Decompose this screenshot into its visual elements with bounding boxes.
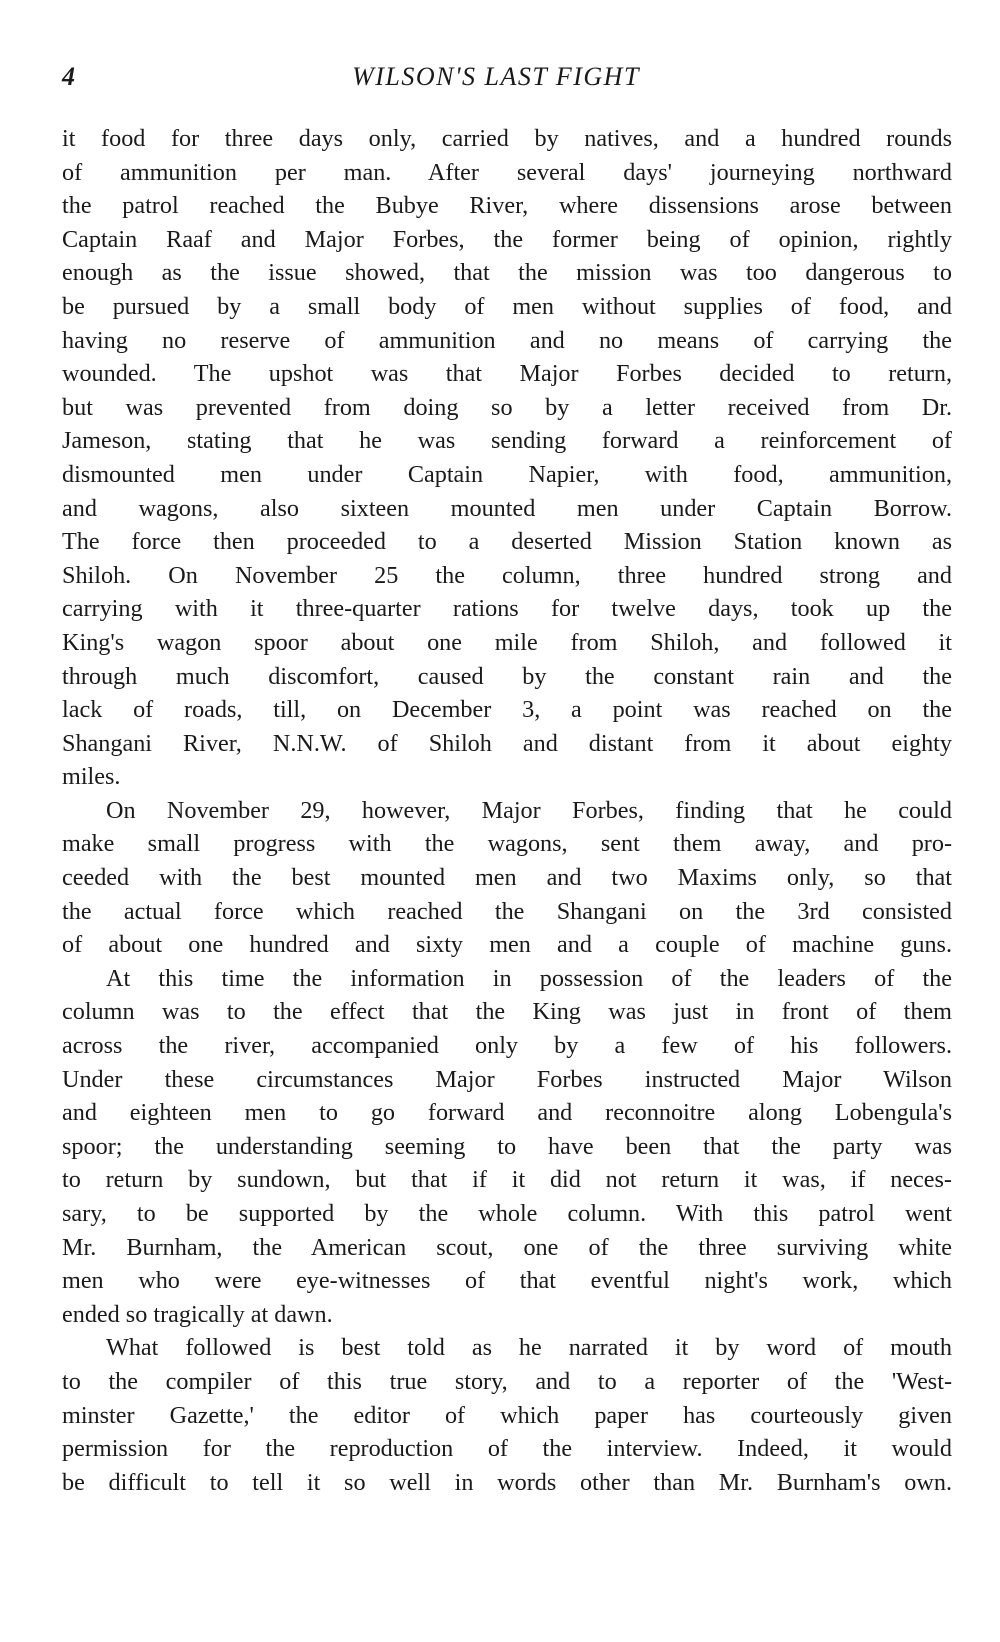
text-line: and wagons, also sixteen mounted men under Captain Borrow. — [62, 494, 952, 522]
text-line: The force then proceeded to a deserted Mission Station known as — [62, 528, 952, 556]
text-line: having no reserve of ammunition and no means of carrying the — [62, 326, 952, 354]
running-title: WILSON'S LAST FIGHT — [352, 62, 640, 91]
page-number: 4 — [62, 62, 75, 91]
text-line: On November 29, however, Major Forbes, finding that he could — [106, 796, 952, 824]
text-line: minster Gazette,' the editor of which paper has courteously given — [62, 1401, 952, 1429]
text-line: column was to the effect that the King was just in front of them — [62, 998, 952, 1026]
text-line: the patrol reached the Bubye River, where dissensions arose between — [62, 192, 952, 220]
text-line: Mr. Burnham, the American scout, one of the three surviving white — [62, 1233, 952, 1261]
text-line: it food for three days only, carried by natives, and a hundred rounds — [62, 125, 952, 152]
text-line: through much discomfort, caused by the constant rain and the — [62, 662, 952, 690]
text-line: be pursued by a small body of men without supplies of food, and — [62, 292, 952, 320]
paragraph — [62, 962, 952, 1332]
text-line: lack of roads, till, on December 3, a point was reached on the — [62, 696, 952, 724]
text-line: of ammunition per man. After several days' journeying northward — [62, 158, 952, 186]
text-line: spoor; the understanding seeming to have been that the party was — [62, 1132, 952, 1160]
text-line: At this time the information in possession of the leaders of the — [106, 964, 952, 992]
text-line: What followed is best told as he narrated it by word of mouth — [106, 1334, 952, 1362]
text-line: be difficult to tell it so well in words other than Mr. Burnham's own. — [62, 1468, 952, 1496]
text-line: but was prevented from doing so by a letter received from Dr. — [62, 393, 952, 421]
running-head — [62, 62, 950, 98]
text-line: Shiloh. On November 25 the column, three hundred strong and — [62, 561, 952, 589]
text-line: dismounted men under Captain Napier, with food, ammunition, — [62, 460, 952, 488]
text-line: to the compiler of this true story, and to a reporter of the 'West- — [62, 1367, 952, 1395]
text-line: Captain Raaf and Major Forbes, the former being of opinion, rightly — [62, 225, 952, 253]
text-line: King's wagon spoor about one mile from Shiloh, and followed it — [62, 628, 952, 656]
body-text — [62, 122, 952, 1499]
paragraph — [62, 1331, 952, 1499]
text-line: across the river, accompanied only by a few of his followers. — [62, 1032, 952, 1060]
text-line: enough as the issue showed, that the mission was too dangerous to — [62, 259, 952, 287]
text-line: permission for the reproduction of the interview. Indeed, it would — [62, 1435, 952, 1463]
text-line: sary, to be supported by the whole column. With this patrol went — [62, 1200, 952, 1227]
text-line: carrying with it three-quarter rations for twelve days, took up the — [62, 595, 952, 623]
text-line: the actual force which reached the Shangani on the 3rd consisted — [62, 897, 952, 925]
paragraph — [62, 794, 952, 962]
paragraph — [62, 122, 952, 794]
text-line: miles. — [62, 763, 121, 791]
text-line: Under these circumstances Major Forbes instructed Major Wilson — [62, 1065, 952, 1093]
text-line: men who were eye-witnesses of that eventful night's work, which — [62, 1267, 952, 1295]
text-line: and eighteen men to go forward and reconnoitre along Lobengula's — [62, 1099, 952, 1127]
text-line: Shangani River, N.N.W. of Shiloh and distant from it about eighty — [62, 729, 952, 757]
text-line: of about one hundred and sixty men and a couple of machine guns. — [62, 931, 952, 959]
text-line: make small progress with the wagons, sent them away, and pro- — [62, 830, 952, 858]
text-line: ceeded with the best mounted men and two Maxims only, so that — [62, 864, 952, 892]
text-line: wounded. The upshot was that Major Forbes decided to return, — [62, 360, 952, 388]
text-line: to return by sundown, but that if it did not return it was, if neces- — [62, 1166, 952, 1194]
text-line: ended so tragically at dawn. — [62, 1300, 333, 1328]
text-line: Jameson, stating that he was sending forward a reinforcement of — [62, 427, 952, 455]
